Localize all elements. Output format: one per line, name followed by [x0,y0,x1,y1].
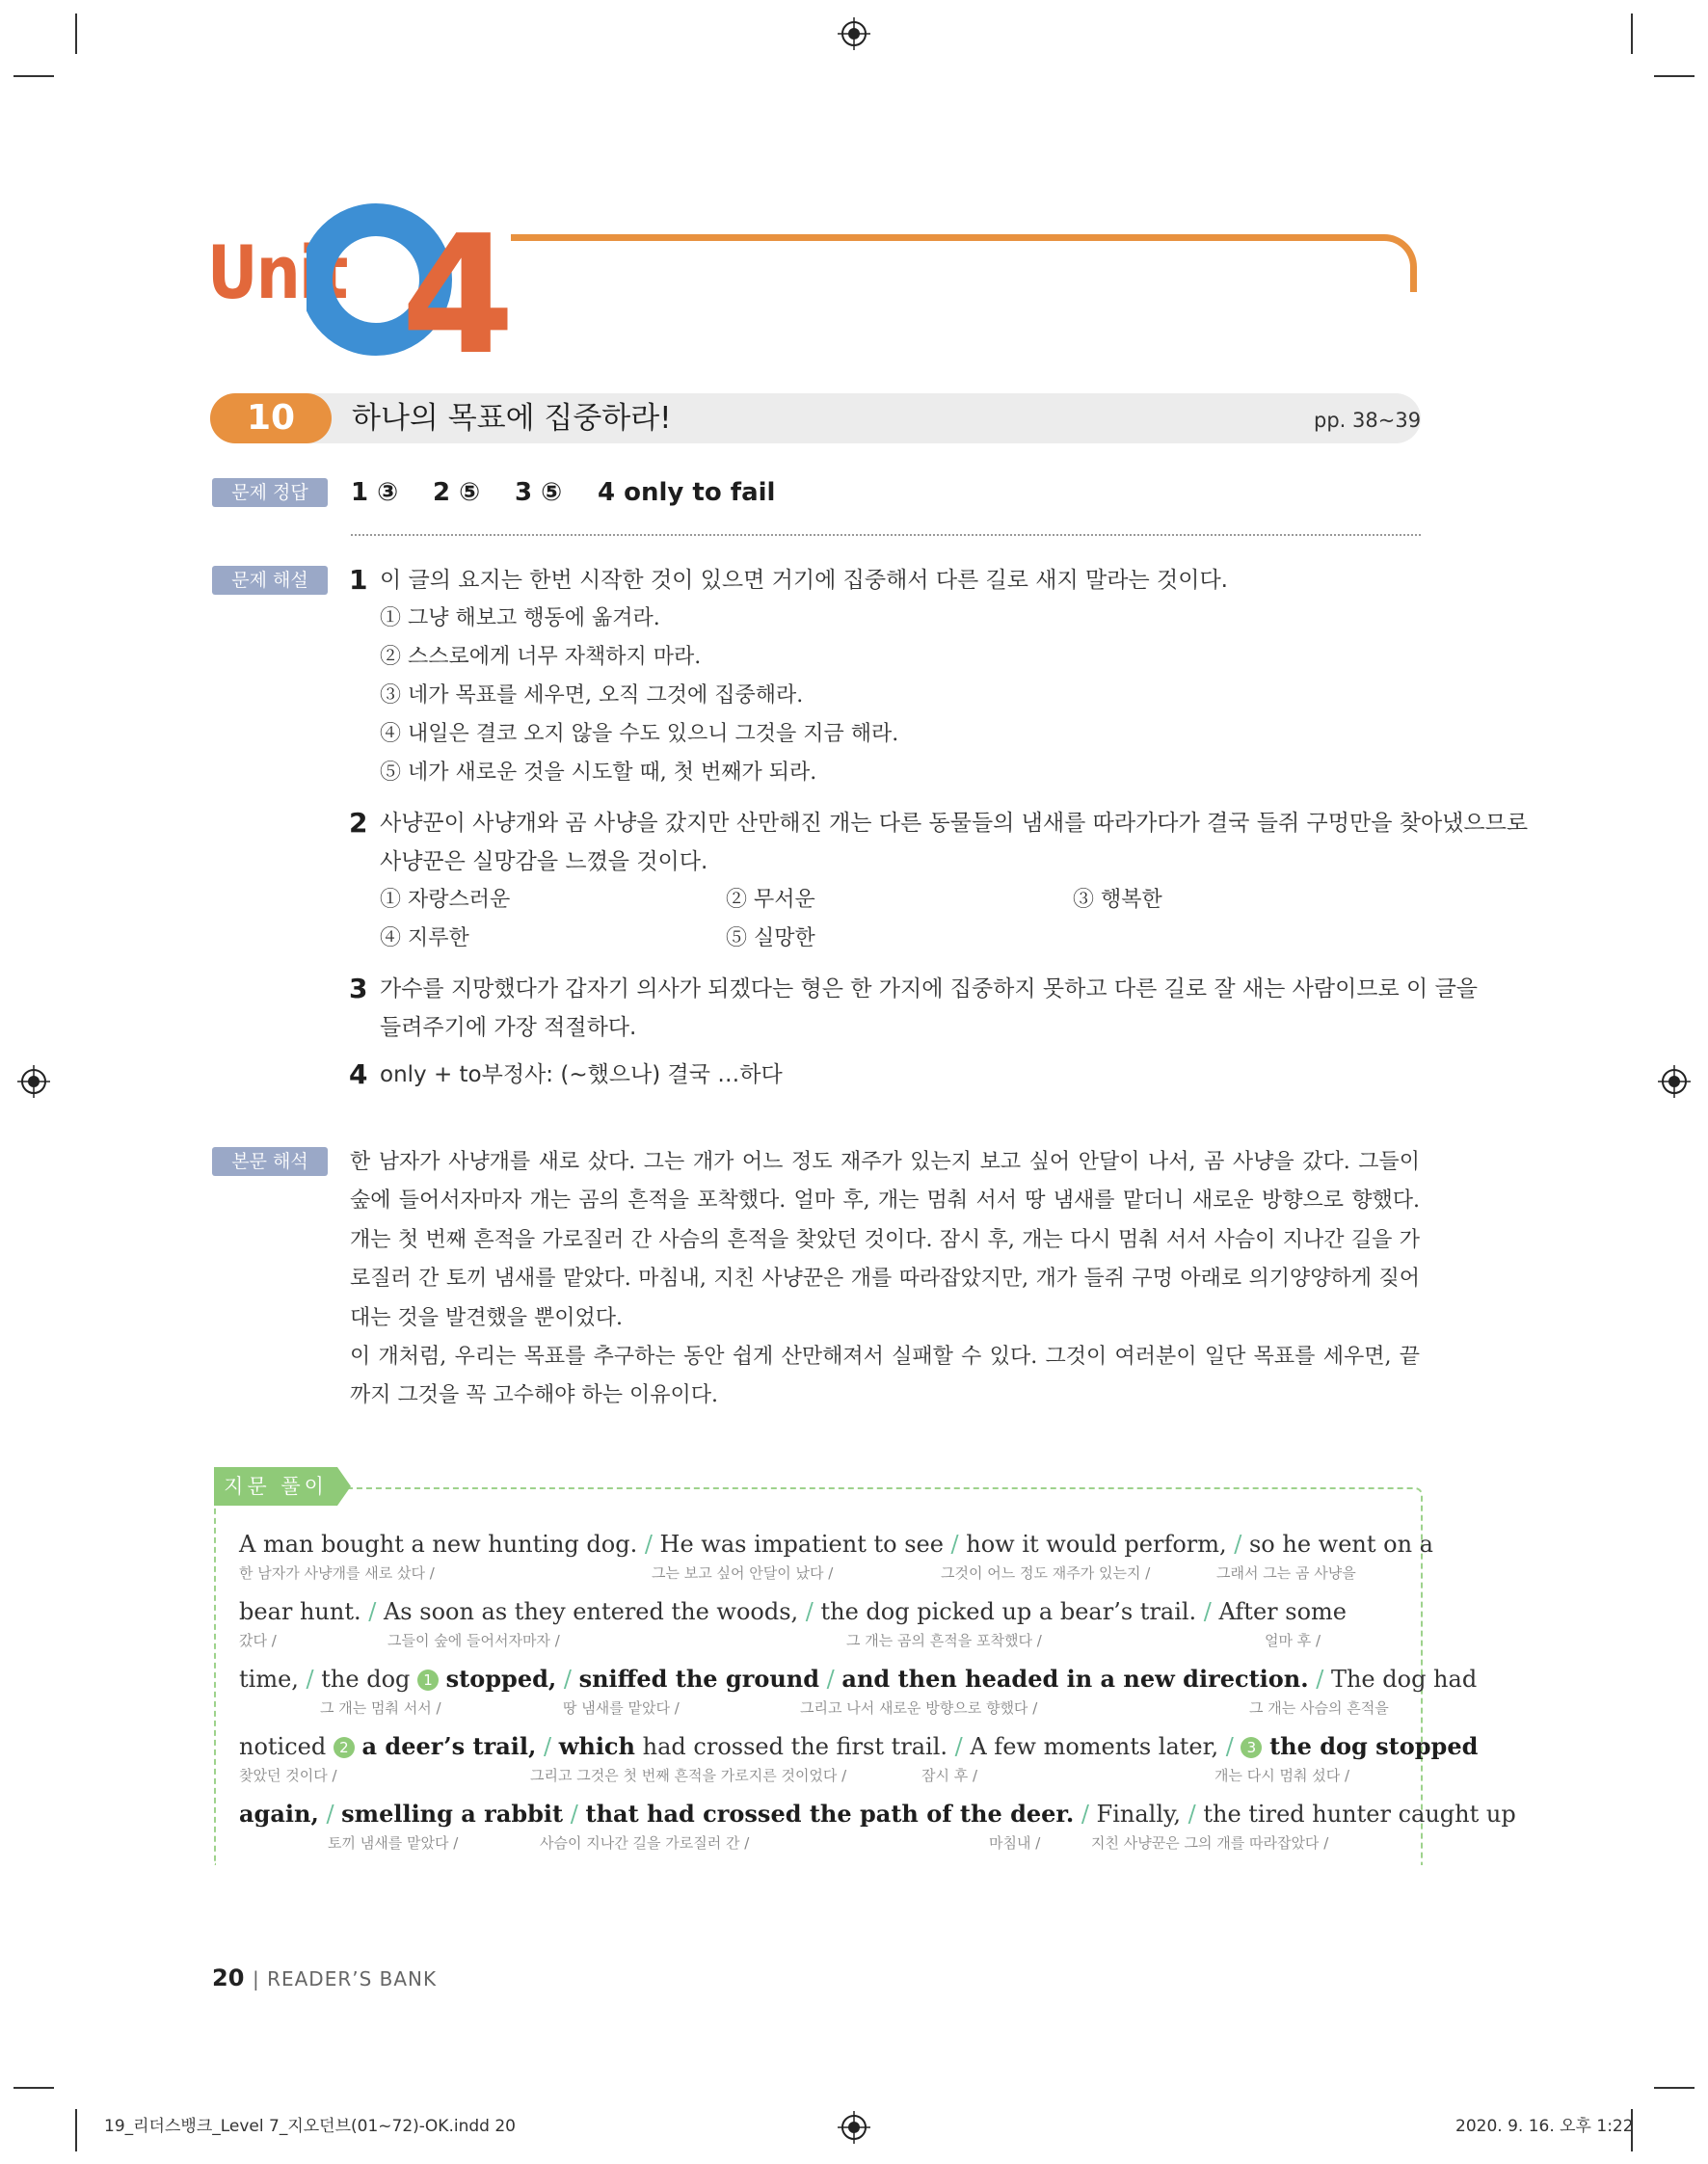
reading-gloss: 그는 보고 싶어 안달이 났다 / [652,1564,834,1582]
reading-gloss: 개는 다시 멈춰 섰다 / [1214,1767,1350,1784]
answer-item: 3 ⑤ [515,478,563,507]
option-item: ② 무서운 [726,888,815,912]
reading-gloss: 지친 사냥꾼은 그의 개를 따라잡았다 / [1091,1834,1329,1852]
translation-label: 본문 해석 [212,1147,328,1176]
option-item: ② 스스로에게 너무 자책하지 마라. [380,645,702,669]
crop-mark [13,2087,54,2089]
registration-mark-icon [838,2111,870,2144]
reading-line: time, / the dog 1 stopped, / sniffed the ground / and then headed in a new direction. / The dog had [239,1665,1478,1693]
question-number: 3 [349,973,368,1004]
reading-gloss: 얼마 후 / [1265,1632,1321,1649]
crop-mark [1654,75,1695,77]
question-number: 2 [349,807,368,839]
reading-line: noticed 2 a deer’s trail, / which had crossed the first trail. / A few moments later, / 3 the dog stopped [239,1732,1479,1760]
reading-gloss: 토끼 냄새를 맡았다 / [328,1834,459,1852]
question-explanation: 가수를 지망했다가 갑자기 의사가 되겠다는 형은 한 가지에 집중하지 못하고 다른 길로 잘 새는 사람이므로 이 글을 [380,976,1479,1002]
option-item: ⑤ 실망한 [726,926,815,950]
reading-gloss: 한 남자가 사냥개를 새로 샀다 / [239,1564,435,1582]
registration-mark-icon [1658,1065,1691,1098]
answer-item: 4 only to fail [598,478,776,507]
crop-mark [1631,13,1633,54]
crop-mark [75,2109,77,2151]
reading-gloss: 땅 냄새를 맡았다 / [563,1699,680,1717]
page-number: 20 [212,1964,245,1991]
option-item: ⑤ 네가 새로운 것을 시도할 때, 첫 번째가 되라. [380,761,817,785]
question-explanation: 사냥꾼이 사냥개와 곰 사냥을 갔지만 산만해진 개는 다른 동물들의 냄새를 따라가다가 결국 들쥐 구멍만을 찾아냈으므로 [380,811,1529,836]
option-item: ③ 네가 목표를 세우면, 오직 그것에 집중해라. [380,683,804,708]
question-explanation: 들려주기에 가장 적절하다. [380,1015,637,1040]
crop-mark [13,75,54,77]
reading-gloss: 그들이 숲에 들어서자마자 / [387,1632,560,1649]
unit-number-graphic [307,198,528,361]
translation-body [350,1143,1420,1416]
reading-line: again, / smelling a rabbit / that had crossed the path of the deer. / Finally, / the tired hunter caught up [239,1800,1516,1828]
option-item: ① 그냥 해보고 행동에 옮겨라. [380,606,660,630]
registration-mark-icon [838,17,870,50]
answer-item: 2 ⑤ [433,478,481,507]
reading-gloss: 사슴이 지나간 길을 가로질러 간 / [540,1834,750,1852]
reading-label: 지문 풀이 [214,1467,337,1506]
step-badge: 1 [417,1670,439,1691]
reading-gloss: 그리고 그것은 첫 번째 흔적을 가로지른 것이었다 / [530,1767,847,1784]
option-item: ③ 행복한 [1073,888,1162,912]
answers-label: 문제 정답 [212,478,328,507]
question-number: 1 [349,564,368,596]
option-item: ④ 내일은 결코 오지 않을 수도 있으니 그것을 지금 해라. [380,722,899,746]
reading-line: bear hunt. / As soon as they entered the woods, / the dog picked up a bear’s trail. / After some [239,1598,1347,1625]
question-number: 4 [349,1058,368,1090]
step-badge: 2 [334,1737,355,1758]
crop-mark [1654,2087,1695,2089]
reading-gloss: 그 개는 곰의 흔적을 포착했다 / [846,1632,1042,1649]
lesson-title: 하나의 목표에 집중하라! [352,401,672,436]
divider [351,534,1421,536]
lesson-pages: pp. 38~39 [1314,409,1422,432]
reading-line: A man bought a new hunting dog. / He was impatient to see / how it would perform, / so he went on a [239,1531,1433,1558]
step-badge: 3 [1241,1737,1262,1758]
reading-gloss: 잠시 후 / [921,1767,978,1784]
question-explanation: 사냥꾼은 실망감을 느꼈을 것이다. [380,849,708,874]
slug-date: 2020. 9. 16. 오후 1:22 [1455,2117,1634,2136]
reading-gloss: 그리고 나서 새로운 방향으로 향했다 / [800,1699,1038,1717]
slug-filename: 19_리더스뱅크_Level 7_지오던브(01~72)-OK.indd 20 [104,2117,516,2136]
reading-gloss: 마침내 / [989,1834,1041,1852]
reading-gloss: 그래서 그는 곰 사냥을 [1216,1564,1356,1582]
registration-mark-icon [17,1065,50,1098]
lesson-number: 10 [210,393,332,443]
reading-gloss: 그 개는 사슴의 흔적을 [1249,1699,1389,1717]
reading-gloss: 그것이 어느 정도 재주가 있는지 / [941,1564,1151,1582]
option-item: ① 자랑스러운 [380,888,511,912]
crop-mark [75,13,77,54]
answer-item: 1 ③ [351,478,399,507]
reading-gloss: 찾았던 것이다 / [239,1767,337,1784]
translation-paragraph: 이 개처럼, 우리는 목표를 추구하는 동안 쉽게 산만해져서 실패할 수 있다. 그것이 여러분이 일단 목표를 세우면, 끝까지 그것을 꼭 고수해야 하는 이유이다. [350,1345,1420,1408]
option-item: ④ 지루한 [380,926,469,950]
book-title: | READER’S BANK [253,1967,438,1990]
question-explanation: 이 글의 요지는 한번 시작한 것이 있으면 거기에 집중해서 다른 길로 새지 말라는 것이다. [380,568,1228,593]
explanation-label: 문제 해설 [212,566,328,595]
unit-header-line [511,234,1417,292]
translation-paragraph: 한 남자가 사냥개를 새로 샀다. 그는 개가 어느 정도 재주가 있는지 보고 싶어 안달이 나서, 곰 사냥을 갔다. 그들이 숲에 들어서자마자 개는 곰의 흔적을 포착했다. 얼마 후, 개는 멈춰 서서 땅 냄새를 맡더니 새로운 방향으로 향했다. 개는 첫 번째 흔적을 가로질러 간 사슴의 흔적을 찾았던 것이다. 잠시 후, 개는 다시 멈춰 서서 사슴이 지나간 길을 가로질러 간 토끼 냄새를 맡았다. 마침내, 지친 사냥꾼은 개를 따라잡았지만, 개가 들쥐 구멍 아래로 의기양양하게 짖어 대는 것을 발견했을 뿐이었다. [350,1150,1420,1330]
unit-word: Unit [207,229,347,315]
question-explanation: only + to부정사: (~했으나) 결국 …하다 [380,1062,783,1087]
reading-label-tip [337,1467,351,1506]
reading-gloss: 그 개는 멈춰 서서 / [320,1699,441,1717]
unit-number: 4 [401,200,516,361]
reading-gloss: 갔다 / [239,1632,277,1649]
